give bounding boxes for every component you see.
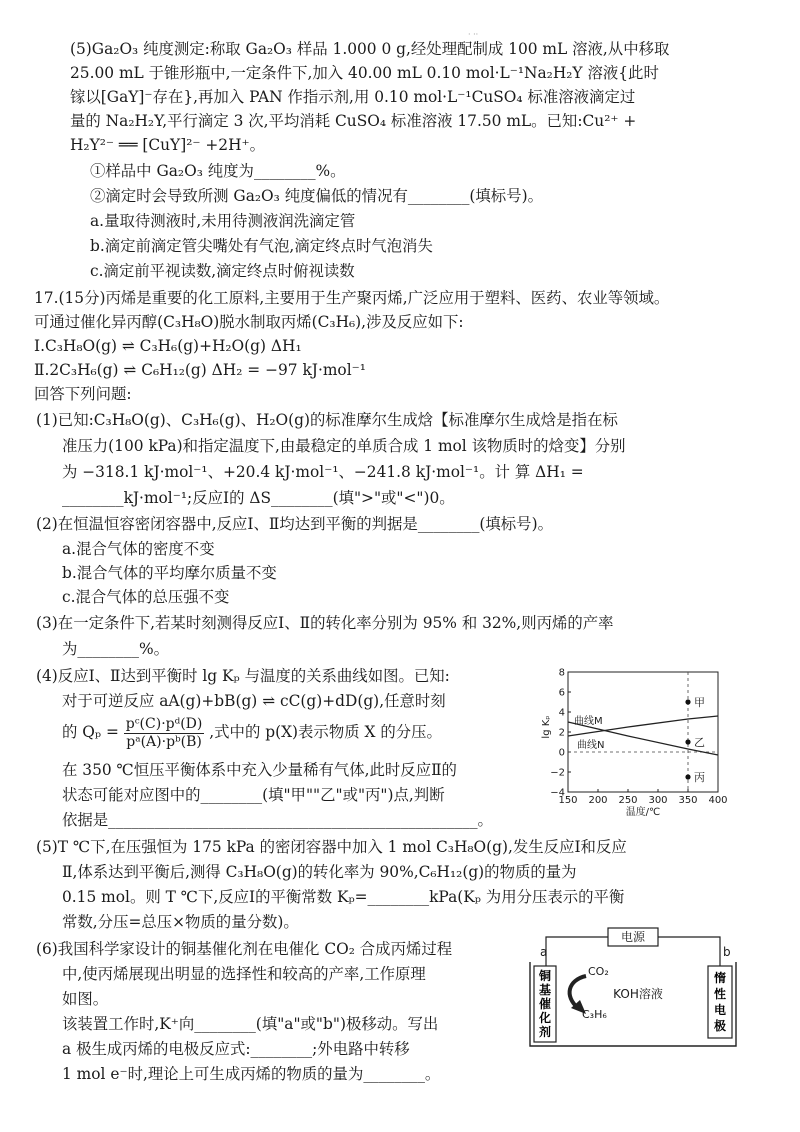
q17-s1-line-3: 为 −318.1 kJ·mol⁻¹、+20.4 kJ·mol⁻¹、−241.8 kJ·mol⁻¹。计 算 ΔH₁ = [62,463,584,481]
x-tick-label: 400 [708,795,728,806]
p5-option-a: a.量取待测液时,未用待测液润洗滴定管 [90,212,356,230]
q17-reaction-1: Ⅰ.C₃H₈O(g) ⇌ C₃H₆(g)+H₂O(g) ΔH₁ [34,337,302,355]
q17-s2-option-a: a.混合气体的密度不变 [62,540,215,558]
x-tick-label: 250 [618,795,638,806]
wire-right [658,937,720,966]
qp-numerator: pᶜ(C)·pᵈ(D) [125,715,203,732]
p5-line-4: 量的 Na₂H₂Y,平行滴定 3 次,平均消耗 CuSO₄ 标准溶液 17.50 mL。已知:Cu²⁺ + [70,112,637,130]
p5-q2: ②滴定时会导致所测 Ga₂O₃ 纯度偏低的情况有________(填标号)。 [90,187,543,205]
q17-intro: 可通过催化异丙醇(C₃H₈O)脱水制取丙烯(C₃H₆),涉及反应如下: [34,313,464,331]
qp-label: 的 Qₚ = [62,723,119,741]
q17-s3-line-1: (3)在一定条件下,若某时刻测得反应Ⅰ、Ⅱ的转化率分别为 95% 和 32%,则丙烯的产率 [36,614,614,632]
inert-electrode-char-1: 惰 [713,971,727,985]
q17-s6-line-6: 1 mol e⁻时,理论上可生成丙烯的物质的量为________。 [62,1065,441,1083]
x-axis-label: 温度/℃ [625,807,661,818]
q17-s2-stem: (2)在恒温恒容密闭容器中,反应Ⅰ、Ⅱ均达到平衡的判据是________(填标号)。 [36,515,553,533]
copper-catalyst-char-3: 催 [538,997,552,1011]
q17-s1-line-1: (1)已知:C₃H₈O(g)、C₃H₆(g)、H₂O(g)的标准摩尔生成焓【标准摩尔生成焓是指在标 [36,411,618,429]
point-bing [685,774,690,779]
electrolysis-cell-diagram [528,926,738,1050]
wire-left [546,937,608,966]
q17-s4-line-1: (4)反应Ⅰ、Ⅱ达到平衡时 lg Kₚ 与温度的关系曲线如图。已知: [36,667,450,685]
p5-option-b: b.滴定前滴定管尖嘴处有气泡,滴定终点时气泡消失 [90,237,433,255]
q17-s6-line-5: a 极生成丙烯的电极反应式:________;外电路中转移 [62,1040,410,1058]
electrolyte-label: KOH溶液 [613,987,663,1001]
inert-electrode-char-4: 极 [713,1019,727,1033]
lgkp-temperature-chart [540,664,740,818]
q17-s4-line-4: 在 350 ℃恒压平衡体系中充入少量稀有气体,此时反应Ⅱ的 [62,761,457,779]
q17-s6-line-4: 该装置工作时,K⁺向________(填"a"或"b")极移动。写出 [62,1015,439,1033]
x-tick-label: 300 [648,795,668,806]
x-tick-label: 150 [558,795,578,806]
q17-s1-line-2: 准压力(100 kPa)和指定温度下,由最稳定的单质合成 1 mol 该物质时的焓变】分别 [62,437,626,455]
q17-s5-line-3: 0.15 mol。则 T ℃下,反应Ⅰ的平衡常数 Kₚ=________kPa(Kₚ 为用分压表示的平衡 [62,888,625,906]
electrode-b-label: b [723,945,731,959]
electrode-a-label: a [540,945,548,959]
point-yi-label: 乙 [694,736,705,749]
y-tick-label: 4 [558,707,565,719]
q17-s5-line-2: Ⅱ,体系达到平衡后,测得 C₃H₈O(g)的转化率为 90%,C₆H₁₂(g)的物质的量为 [62,863,577,881]
p5-q1: ①样品中 Ga₂O₃ 纯度为________%。 [90,162,346,180]
co2-label: CO₂ [588,965,609,978]
q17-s2-option-c: c.混合气体的总压强不变 [62,588,230,606]
copper-catalyst-char-1: 铜 [538,969,552,983]
curve-n-label: 曲线N [577,740,605,751]
q17-s6-line-2: 中,使丙烯展现出明显的选择性和较高的产率,工作原理 [62,965,426,983]
copper-catalyst-char-4: 化 [538,1011,552,1025]
q17-s4-line-2: 对于可逆反应 aA(g)+bB(g) ⇌ cC(g)+dD(g),任意时刻 [62,692,446,710]
x-tick-label: 350 [678,795,698,806]
page-speck: · ·· [468,30,479,39]
point-jia [685,699,690,704]
q17-s6-line-1: (6)我国科学家设计的铜基催化剂在电催化 CO₂ 合成丙烯过程 [36,940,453,958]
x-tick-label: 200 [588,795,608,806]
point-yi [685,739,690,744]
c3h6-label: C₃H₆ [582,1008,607,1021]
point-jia-label: 甲 [694,696,705,709]
qp-note: ,式中的 p(X)表示物质 X 的分压。 [209,723,442,741]
q17-s6-line-3: 如图。 [62,990,109,1008]
y-tick-label: 2 [558,727,565,739]
q17-title: 17.(15分)丙烯是重要的化工原料,主要用于生产聚丙烯,广泛应用于塑料、医药、农业等领域。 [34,289,670,307]
point-bing-label: 丙 [694,771,705,784]
p5-line-5: H₂Y²⁻ ══ [CuY]²⁻ +2H⁺。 [70,136,266,154]
inert-electrode-char-3: 电 [713,1003,727,1017]
q17-s4-line-5: 状态可能对应图中的________(填"甲""乙"或"丙")点,判断 [62,786,445,804]
q17-s4-line-6: 依据是________________________________________________。 [62,811,493,829]
q17-s4-line-3 [62,712,442,752]
inert-electrode-char-2: 性 [713,987,727,1001]
p5-line-1: (5)Ga₂O₃ 纯度测定:称取 Ga₂O₃ 样品 1.000 0 g,经处理配制成 100 mL 溶液,从中移取 [70,40,670,58]
q17-s5-line-1: (5)T ℃下,在压强恒为 175 kPa 的密闭容器中加入 1 mol C₃H₈O(g),发生反应Ⅰ和反应 [36,838,627,856]
p5-line-2: 25.00 mL 于锥形瓶中,一定条件下,加入 40.00 mL 0.10 mol·L⁻¹Na₂H₂Y 溶液{此时 [70,64,659,82]
q17-s3-line-2: 为________%。 [62,640,169,658]
y-tick-label: 6 [558,687,565,699]
qp-denominator: pᵃ(A)·pᵇ(B) [126,733,202,750]
y-tick-label: 8 [558,667,565,679]
q17-s5-line-4: 常数,分压=总压×物质的量分数)。 [62,913,299,931]
qp-fraction [124,716,205,751]
q17-s1-line-4: ________kJ·mol⁻¹;反应Ⅰ的 ΔS________(填">"或"<")0。 [62,489,455,507]
y-tick-label: −4 [550,787,565,799]
copper-catalyst-char-5: 剂 [538,1025,552,1039]
cell-container [530,962,736,1046]
p5-line-3: 镓以[GaY]⁻存在},再加入 PAN 作指示剂,用 0.10 mol·L⁻¹CuSO₄ 标准溶液滴定过 [70,88,636,106]
y-axis-label: lg Kₚ [541,715,552,739]
y-tick-label: −2 [550,767,565,779]
chart-layer [541,668,728,819]
power-source-label: 电源 [620,930,646,944]
q17-s2-option-b: b.混合气体的平均摩尔质量不变 [62,564,277,582]
curve-m-label: 曲线M [574,716,603,727]
p5-option-c: c.滴定前平视读数,滴定终点时俯视读数 [90,262,355,280]
copper-catalyst-label [538,968,551,1039]
q17-reaction-2: Ⅱ.2C₃H₆(g) ⇌ C₆H₁₂(g) ΔH₂ = −97 kJ·mol⁻¹ [34,361,366,379]
copper-catalyst-char-2: 基 [538,983,552,997]
y-tick-label: 0 [558,747,565,759]
q17-answer-prompt: 回答下列问题: [34,385,132,403]
